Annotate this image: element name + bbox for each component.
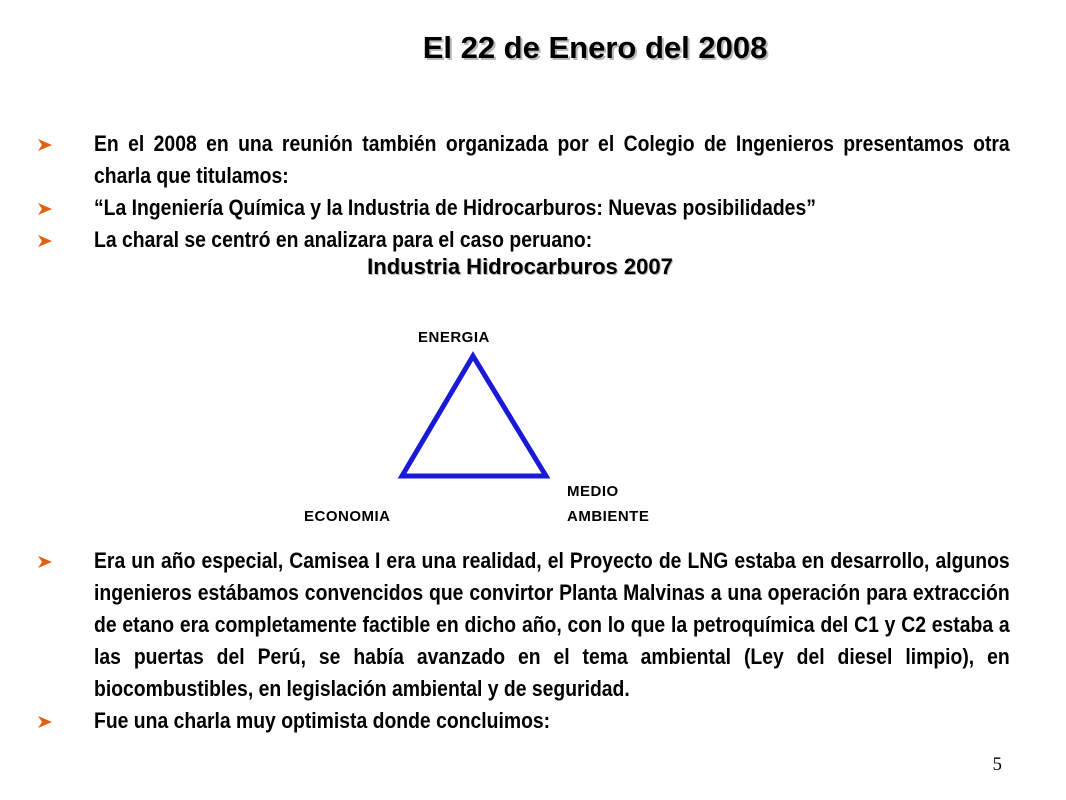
bullet-text: En el 2008 en una reunión también organizada por el Colegio de Ingenieros presentamos otra charla que titulamos: (94, 131, 1010, 188)
arrow-bullet-icon (38, 203, 52, 215)
bullet-list-bottom (38, 545, 1010, 737)
slide-number: 5 (992, 754, 1002, 775)
bullet-item (38, 545, 1010, 705)
arrow-bullet-icon (38, 235, 52, 247)
bullet-item (38, 128, 1010, 192)
bullet-list-top (38, 128, 1010, 256)
arrow-bullet-icon (38, 139, 52, 151)
slide-title: El 22 de Enero del 2008 (422, 30, 768, 65)
triangle-diagram (396, 350, 552, 482)
bullet-text: Fue una charla muy optimista donde concluimos: (94, 708, 551, 733)
bullet-item (38, 224, 1010, 256)
diagram-title: Industria Hidrocarburos 2007 (367, 254, 673, 279)
vertex-label-line: MEDIO (567, 483, 619, 500)
bullet-text: La charal se centró en analizara para el caso peruano: (94, 227, 593, 252)
bullet-text: Era un año especial, Camisea I era una realidad, el Proyecto de LNG estaba en desarrollo, algunos ingenieros estábamos convencidos que convirtor Planta Malvinas a una operación para extracción de etano era completamente factible en dicho año, con lo que la petroquímica del C1 y C2 estaba a las puertas del Perú, se había avanzado en el tema ambiental (Ley del diesel limpio), en biocombustibles, en legislación ambiental y de seguridad. (94, 548, 1010, 701)
bullet-item (38, 705, 1010, 737)
vertex-label-line: AMBIENTE (567, 508, 650, 525)
bullet-text: “La Ingeniería Química y la Industria de Hidrocarburos: Nuevas posibilidades” (94, 195, 816, 220)
triangle-shape (402, 356, 546, 476)
vertex-label-energia: ENERGIA (418, 329, 490, 346)
vertex-label-economia: ECONOMIA (304, 508, 391, 525)
vertex-label-medio-ambiente (567, 479, 677, 529)
bullet-item (38, 192, 1010, 224)
arrow-bullet-icon (38, 716, 52, 728)
arrow-bullet-icon (38, 556, 52, 568)
